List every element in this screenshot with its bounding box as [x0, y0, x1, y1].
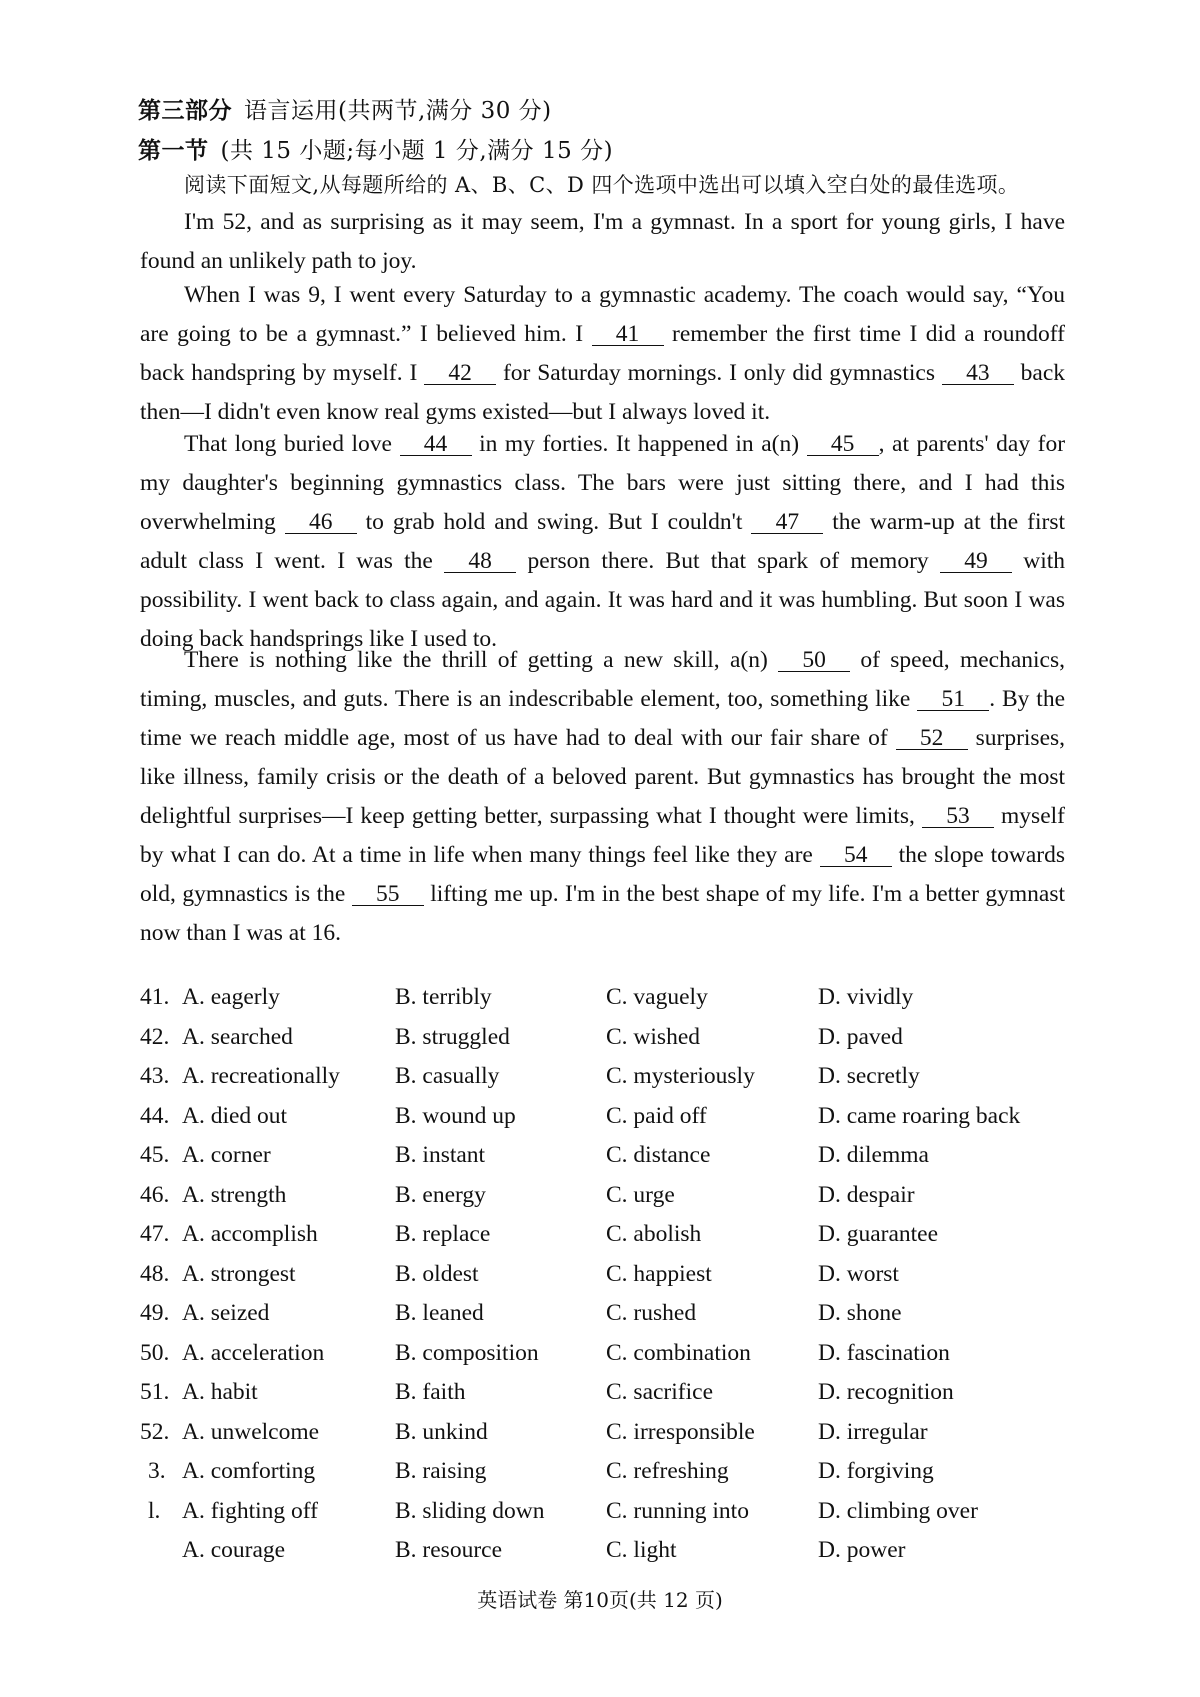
passage-text: When I was 9, I went every Saturday to a gymnastic academy. The coach would say, “You are going to be a gymnast.” I believed him. I: [140, 282, 1065, 347]
question-number: 41.: [140, 984, 170, 1010]
option-row-51: [140, 1379, 1080, 1419]
question-number: 44.: [140, 1102, 170, 1129]
option-b[interactable]: B. replace: [395, 1221, 491, 1247]
option-row-46: [140, 1182, 1080, 1222]
option-c[interactable]: C. combination: [606, 1339, 751, 1366]
answer-options: [140, 984, 1080, 1577]
option-d[interactable]: D. paved: [818, 1023, 903, 1050]
option-d[interactable]: D. shone: [818, 1300, 902, 1326]
option-row-43: [140, 1063, 1080, 1103]
option-b[interactable]: B. composition: [395, 1339, 539, 1366]
blank-54[interactable]: 54: [820, 844, 892, 867]
option-a[interactable]: A. acceleration: [182, 1339, 325, 1366]
option-a[interactable]: A. fighting off: [182, 1497, 318, 1524]
option-d[interactable]: D. secretly: [818, 1063, 920, 1089]
option-a[interactable]: A. recreationally: [182, 1063, 340, 1089]
blank-53[interactable]: 53: [922, 805, 994, 828]
subsection-title: [138, 132, 613, 165]
option-d[interactable]: D. worst: [818, 1260, 899, 1287]
option-row-48: [140, 1261, 1080, 1301]
option-d[interactable]: D. dilemma: [818, 1142, 929, 1168]
option-d[interactable]: D. irregular: [818, 1418, 928, 1445]
page-footer: 英语试卷 第10页(共 12 页): [477, 1588, 723, 1612]
option-row-42: [140, 1024, 1080, 1064]
option-c[interactable]: C. running into: [606, 1497, 749, 1524]
blank-45[interactable]: 45: [807, 433, 879, 456]
option-a[interactable]: A. strength: [182, 1181, 287, 1208]
passage-text: the warm-up at the first adult class I went. I was the: [140, 509, 1066, 574]
passage-text: myself by what I can do. At a time in life when many things feel like they are: [140, 803, 1065, 868]
option-b[interactable]: B. oldest: [395, 1260, 479, 1287]
passage-paragraph-4: [140, 641, 1065, 953]
passage-paragraph-1: I'm 52, and as surprising as it may seem, I'm a gymnast. In a sport for young girls, I have found an unlikely path to joy.: [140, 209, 1065, 274]
option-c[interactable]: C. refreshing: [606, 1458, 729, 1484]
option-a[interactable]: A. strongest: [182, 1260, 296, 1287]
option-b[interactable]: B. sliding down: [395, 1497, 545, 1524]
passage-text: remember the first time I did a roundoff back handspring by myself. I: [140, 321, 1066, 386]
passage-text: with possibility. I went back to class again, and again. It was hard and it was humbling. But soon I was doing back handsprings like I used to.: [140, 548, 1066, 652]
instruction: 阅读下面短文,从每题所给的 A、B、C、D 四个选项中选出可以填入空白处的最佳选项。: [184, 173, 1020, 197]
option-b[interactable]: B. faith: [395, 1379, 466, 1405]
option-c[interactable]: C. happiest: [606, 1260, 712, 1287]
passage-text: That long buried love: [184, 431, 392, 457]
question-number: 51.: [140, 1379, 170, 1405]
question-number: 50.: [140, 1339, 170, 1366]
blank-43[interactable]: 43: [942, 362, 1014, 385]
question-number: 3.: [148, 1458, 166, 1484]
option-c[interactable]: C. sacrifice: [606, 1379, 714, 1405]
subsection-label: (共 15 小题;每小题 1 分,满分 15 分): [220, 138, 614, 164]
option-b[interactable]: B. casually: [395, 1063, 500, 1089]
option-a[interactable]: A. comforting: [182, 1458, 316, 1484]
section-label: 语言运用(共两节,满分 30 分): [244, 98, 552, 124]
option-c[interactable]: C. rushed: [606, 1300, 697, 1326]
option-row-41: [140, 984, 1080, 1024]
passage-text: the slope towards old, gymnastics is the: [140, 842, 1066, 907]
passage-text: There is nothing like the thrill of getting a new skill, a(n): [184, 647, 768, 673]
question-number: 52.: [140, 1418, 170, 1445]
option-c[interactable]: C. urge: [606, 1181, 675, 1208]
section-part: 第三部分: [138, 97, 232, 124]
option-b[interactable]: B. wound up: [395, 1102, 516, 1129]
option-d[interactable]: D. climbing over: [818, 1497, 978, 1524]
blank-41[interactable]: 41: [592, 323, 664, 346]
option-a[interactable]: A. courage: [182, 1537, 286, 1563]
passage-paragraph-3: [140, 425, 1065, 659]
option-row-55: [140, 1537, 1080, 1577]
passage-text: . By the time we reach middle age, most of us have had to deal with our fair share of: [140, 686, 1065, 751]
option-c[interactable]: C. mysteriously: [606, 1063, 755, 1089]
option-row-45: [140, 1142, 1080, 1182]
option-d[interactable]: D. despair: [818, 1181, 915, 1208]
passage-text: , at parents' day for my daughter's beginning gymnastics class. The bars were just sitting there, and I had this overwhelming: [140, 431, 1066, 535]
option-row-53: [140, 1458, 1080, 1498]
option-a[interactable]: A. eagerly: [182, 984, 280, 1010]
option-b[interactable]: B. leaned: [395, 1300, 484, 1326]
option-c[interactable]: C. light: [606, 1537, 677, 1563]
question-number: 43.: [140, 1063, 170, 1089]
option-d[interactable]: D. came roaring back: [818, 1102, 1021, 1129]
option-c[interactable]: C. vaguely: [606, 984, 708, 1010]
blank-51[interactable]: 51: [917, 688, 989, 711]
option-c[interactable]: C. paid off: [606, 1102, 707, 1129]
question-number: 48.: [140, 1260, 170, 1287]
option-b[interactable]: B. instant: [395, 1142, 486, 1168]
blank-55[interactable]: 55: [352, 883, 424, 906]
blank-46[interactable]: 46: [285, 511, 357, 534]
option-row-52: [140, 1419, 1080, 1459]
option-d[interactable]: D. vividly: [818, 984, 914, 1010]
option-a[interactable]: A. habit: [182, 1379, 258, 1405]
option-b[interactable]: B. resource: [395, 1537, 503, 1563]
option-row-49: [140, 1300, 1080, 1340]
option-b[interactable]: B. raising: [395, 1458, 487, 1484]
question-number: 46.: [140, 1181, 170, 1208]
passage-text: of speed, mechanics, timing, muscles, and guts. There is an indescribable element, too, something like: [140, 647, 1065, 712]
passage-text: lifting me up. I'm in the best shape of my life. I'm a better gymnast now than I was at 16.: [140, 881, 1066, 946]
option-a[interactable]: A. corner: [182, 1142, 271, 1168]
subsection-part: 第一节: [138, 137, 209, 164]
blank-52[interactable]: 52: [896, 727, 968, 750]
section-title: [138, 92, 552, 125]
option-d[interactable]: D. guarantee: [818, 1221, 939, 1247]
question-number: 42.: [140, 1023, 170, 1050]
option-d[interactable]: D. power: [818, 1537, 906, 1563]
option-c[interactable]: C. wished: [606, 1023, 700, 1050]
option-c[interactable]: C. irresponsible: [606, 1418, 755, 1445]
blank-47[interactable]: 47: [751, 511, 823, 534]
passage-text: person there. But that spark of memory: [527, 548, 929, 574]
passage-text: for Saturday mornings. I only did gymnastics: [502, 360, 935, 386]
passage-text: surprises, like illness, family crisis or the death of a beloved parent. But gymnastics has brought the most delightful surprises—I keep getting better, surpassing what I thought were limits,: [140, 725, 1066, 829]
passage-text: in my forties. It happened in a(n): [479, 431, 800, 457]
question-number: 47.: [140, 1221, 170, 1247]
option-a[interactable]: A. seized: [182, 1300, 270, 1326]
question-number: l.: [148, 1497, 161, 1524]
option-row-50: [140, 1340, 1080, 1380]
option-a[interactable]: A. searched: [182, 1023, 293, 1050]
option-row-44: [140, 1103, 1080, 1143]
passage-paragraph-2: [140, 276, 1065, 432]
passage-text: back then—I didn't even know real gyms existed—but I always loved it.: [140, 360, 1066, 425]
option-b[interactable]: B. terribly: [395, 984, 492, 1010]
option-d[interactable]: D. forgiving: [818, 1458, 934, 1484]
option-d[interactable]: D. fascination: [818, 1339, 950, 1366]
option-row-54: [140, 1498, 1080, 1538]
option-d[interactable]: D. recognition: [818, 1379, 954, 1405]
option-c[interactable]: C. distance: [606, 1142, 711, 1168]
passage-text: to grab hold and swing. But I couldn't: [365, 509, 743, 535]
option-row-47: [140, 1221, 1080, 1261]
blank-48[interactable]: 48: [444, 550, 516, 573]
question-number: 45.: [140, 1142, 170, 1168]
option-a[interactable]: A. accomplish: [182, 1221, 318, 1247]
option-b[interactable]: B. struggled: [395, 1023, 510, 1050]
blank-49[interactable]: 49: [940, 550, 1012, 573]
option-c[interactable]: C. abolish: [606, 1221, 702, 1247]
blank-44[interactable]: 44: [400, 433, 472, 456]
question-number: 49.: [140, 1300, 170, 1326]
option-b[interactable]: B. energy: [395, 1181, 486, 1208]
option-b[interactable]: B. unkind: [395, 1418, 488, 1445]
blank-42[interactable]: 42: [424, 362, 496, 385]
option-a[interactable]: A. unwelcome: [182, 1418, 320, 1445]
option-a[interactable]: A. died out: [182, 1102, 288, 1129]
blank-50[interactable]: 50: [778, 649, 850, 672]
